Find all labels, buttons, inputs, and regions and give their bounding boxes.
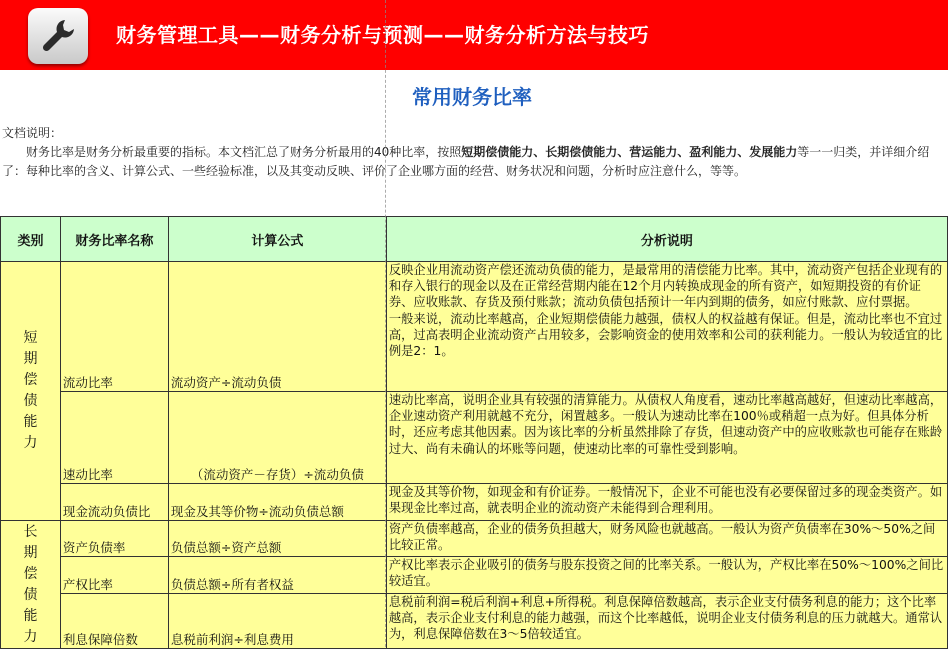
header-ratio-name: 财务比率名称 [60,217,168,262]
section-title [0,70,948,122]
formula-cell: 现金及其等价物÷流动负债总额 [168,484,386,521]
analysis-cell [386,521,947,557]
ratio-name-cell: 资产负债率 [60,521,168,557]
table-row[interactable] [1,521,948,557]
title-banner [0,0,948,70]
analysis-cell [386,557,947,594]
page-title: 财务管理工具——财务分析与预测——财务分析方法与技巧 [116,23,649,47]
document-description [2,124,944,181]
formula-cell: （流动资产－存货）÷流动负债 [168,392,386,484]
header-formula: 计算公式 [168,217,386,262]
analysis-text: 现金及其等价物，如现金和有价证券。一般情况下，企业不可能也没有必要保留过多的现金类资产。如果现金比率过高，就表明企业的流动资产未能得到合理利用。 [388,485,943,516]
table-row[interactable] [1,557,948,594]
category-cell [1,521,61,649]
table-row[interactable] [1,484,948,521]
header-category: 类别 [1,217,61,262]
formula-cell: 负债总额÷资产总额 [168,521,386,557]
formula-cell: 流动资产÷流动负债 [168,262,386,392]
description-highlight: 短期偿债能力、长期偿债能力、营运能力、盈利能力、发展能力 [461,145,798,159]
table-row[interactable] [1,594,948,649]
section-title-text: 常用财务比率 [412,85,532,109]
analysis-text: 速动比率高，说明企业具有较强的清算能力。从债权人角度看，速动比率越高越好，但速动比率越高，企业速动资产利用就越不充分，闲置越多。一般认为速动比率在100％或稍超一点为好。但具体分析时，还应考虑其他因素。因为该比率的分析虽然排除了存货，但速动资产中的应收账款也可能存在账龄过大、尚有未确认的坏账等问题，使速动比率的可靠性受到影响。 [388,393,943,456]
ratio-table [0,216,948,649]
description-text-b: 等一一归类，并详细介绍了：每种比率的含义、计算公式、一些经验标准，以及其变动反映、评价了企业哪方面的经营、财务状况和问题，分析时应注意什么，等等。 [2,145,930,178]
analysis-text: 产权比率表示企业吸引的债务与股东投资之间的比率关系。一般认为，产权比率在50%～100%之间比较适宜。 [388,558,944,589]
ratio-name-cell: 现金流动负债比 [60,484,168,521]
page-break-guide [385,0,386,647]
analysis-text: 反映企业用流动资产偿还流动负债的能力，是最常用的清偿能力比率。其中，流动资产包括企业现有的和存入银行的现金以及在正常经营期内能在12个月内转换成现金的所有资产，如短期投资的有价证券、应收账款、存货及预付账款；流动负债包括预计一年内到期的债务，如应付账款、应付票据。 一般来说，流动比率越高，企业短期偿债能力越强，债权人的权益越有保证。但是，流动比率也不宜过高，过高表明企业流动资产占用较多，会影响资金的使用效率和公司的获利能力。一般认为较适宜的比例是2：1。 [388,263,943,359]
table-row[interactable] [1,262,948,392]
category-cell [1,262,61,521]
table-row[interactable] [1,392,948,484]
wrench-icon[interactable] [28,8,88,64]
ratio-name-cell: 利息保障倍数 [60,594,168,649]
ratio-name-cell: 流动比率 [60,262,168,392]
formula-cell: 息税前利润÷利息费用 [168,594,386,649]
analysis-text: 资产负债率越高，企业的债务负担越大，财务风险也就越高。一般认为资产负债率在30%～50%之间比较正常。 [388,522,936,553]
description-text-a: 财务比率是财务分析最重要的指标。本文档汇总了财务分析最用的40种比率，按照 [26,145,462,159]
description-label: 文档说明： [2,126,63,140]
analysis-cell [386,484,947,521]
category-short-term: 短期偿债能力 [23,330,38,451]
analysis-cell [386,392,947,484]
category-long-term: 长期偿债能力 [23,523,38,645]
analysis-cell [386,262,947,392]
header-analysis: 分析说明 [386,217,947,262]
formula-cell: 负债总额÷所有者权益 [168,557,386,594]
description-text [2,143,944,181]
analysis-text: 息税前利润=税后利润+利息+所得税。利息保障倍数越高，表示企业支付债务利息的能力；这个比率越高，表示企业支付利息的能力越强，而这个比率越低，说明企业支付债务利息的压力就越大。通常认为，利息保障倍数在3～5倍较适宜。 [388,595,943,642]
ratio-name-cell: 速动比率 [60,392,168,484]
table-header-row [1,217,948,262]
analysis-cell [386,594,947,649]
ratio-name-cell: 产权比率 [60,557,168,594]
